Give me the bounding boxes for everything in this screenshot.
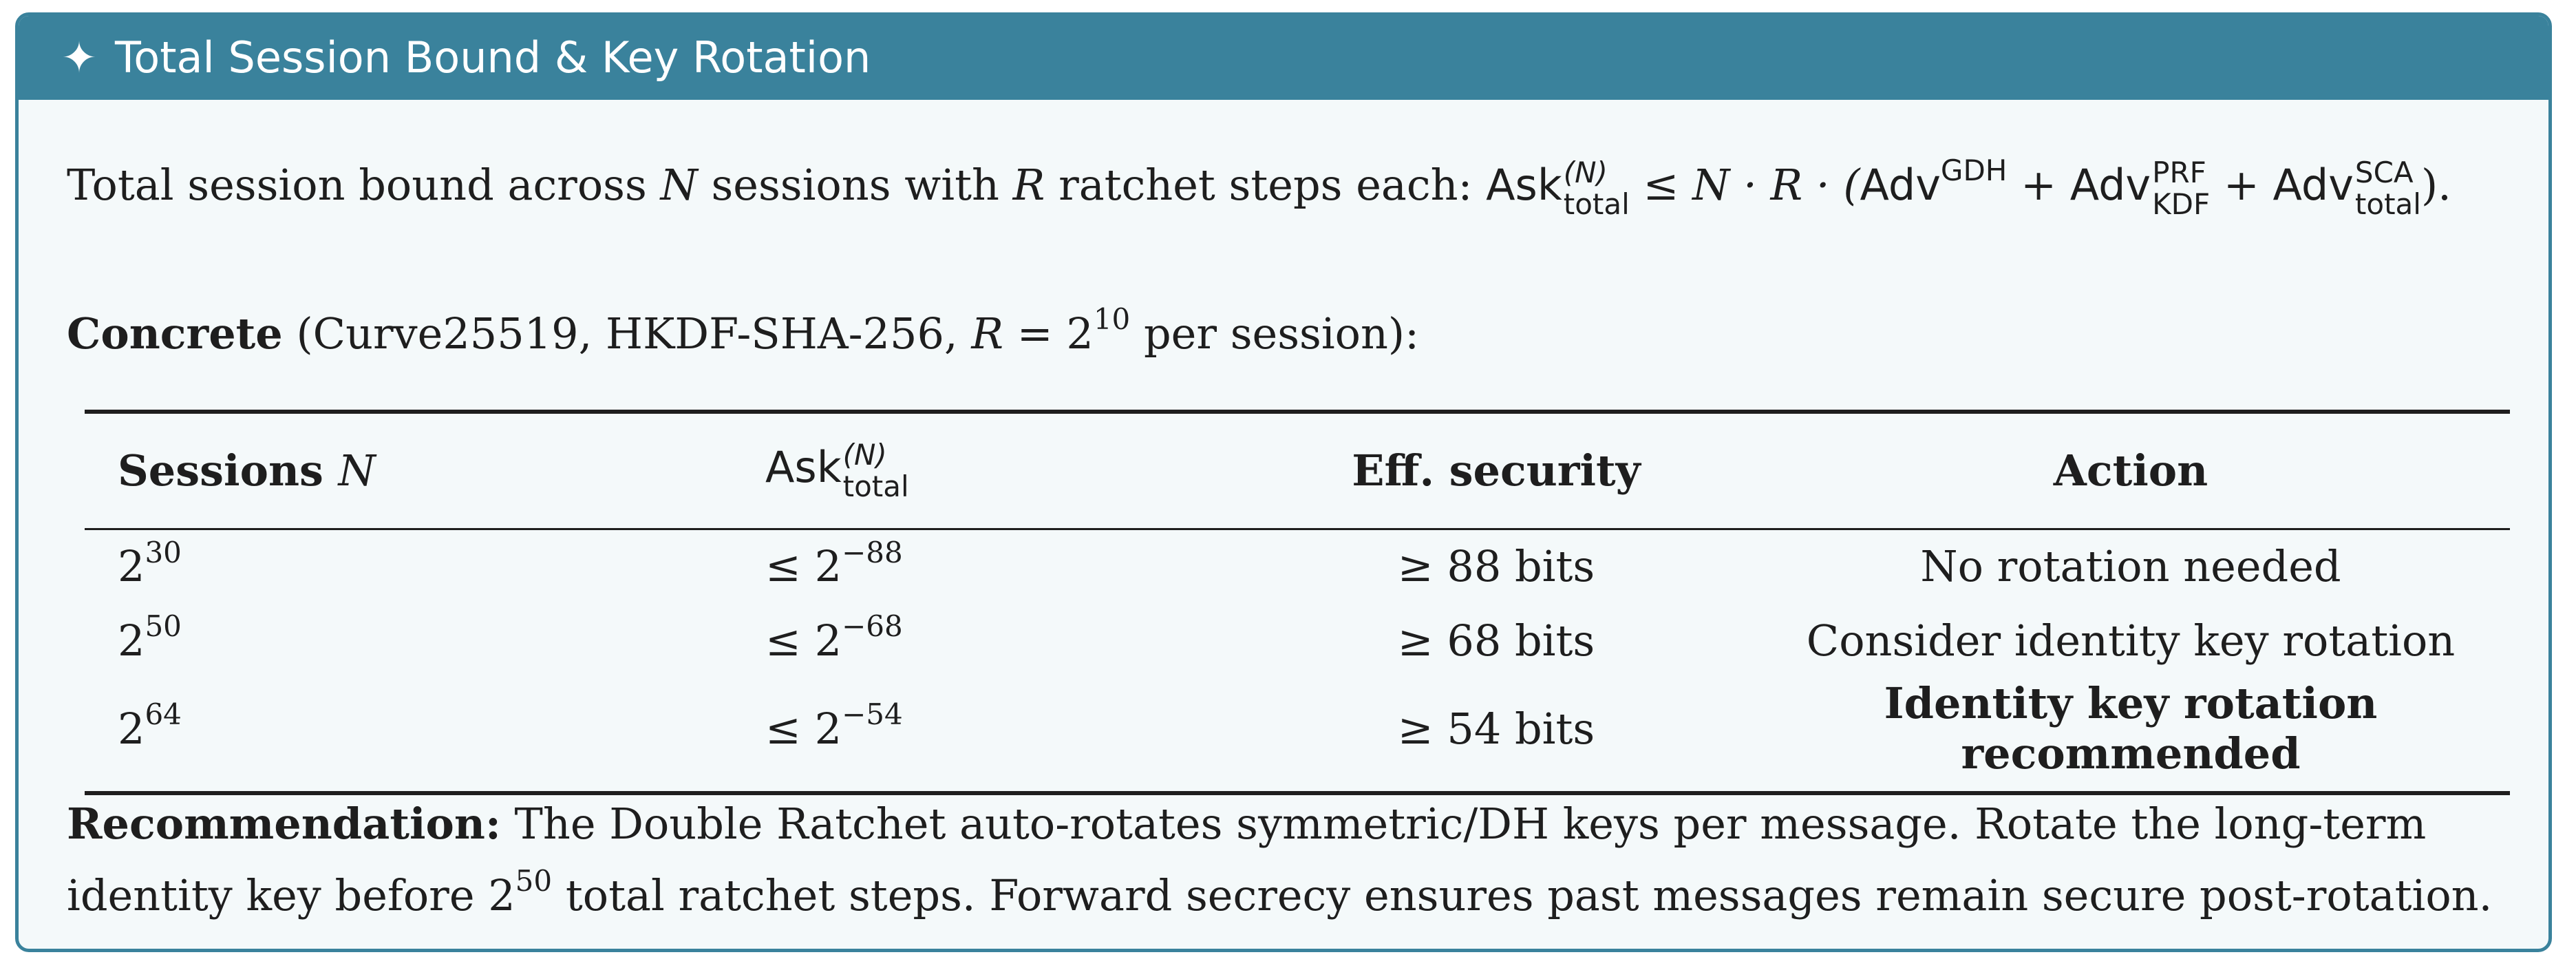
box-header: [19, 16, 2548, 100]
cell-sessions: $2^{50}$: [118, 609, 182, 666]
table-row: [85, 603, 2510, 677]
intro-paragraph: Total session bound across N sessions with R ratchet steps each: Ask (N) total ≤ N · R · (Adv$^{GDH}$ + Adv PRF KDF + Adv SCA total ).: [67, 154, 2451, 221]
cell-bound: ≤ $2^{-54}$: [765, 697, 903, 754]
info-box: [15, 12, 2552, 952]
header-action: Action: [2053, 445, 2208, 496]
cell-sessions: $2^{64}$: [118, 697, 182, 754]
table-row: [85, 529, 2510, 603]
concrete-line: Concrete (Curve25519, HKDF-SHA-256, $R = 2^{10}$ per session):: [67, 302, 1420, 359]
recommendation-paragraph: Recommendation: The Double Ratchet auto-rotates symmetric/DH keys per message. Rotate the long-term identity key before $2^{50}$ total ratchet steps. Forward secrecy ensures past messages remain secure post-rotation.: [67, 799, 2493, 920]
cell-security: ≥ 54 bits: [1397, 703, 1595, 754]
ask-total-symbol: Ask: [1486, 160, 1562, 210]
header-sessions: Sessions N: [118, 445, 376, 496]
four-point-star-icon: ✦: [61, 32, 97, 83]
table-row: [85, 677, 2510, 793]
cell-sessions: $2^{30}$: [118, 535, 182, 592]
cell-security: ≥ 88 bits: [1397, 541, 1595, 592]
table-header-row: [85, 412, 2510, 529]
recommendation-label: Recommendation:: [67, 799, 501, 849]
cell-bound: ≤ $2^{-88}$: [765, 535, 903, 592]
cell-security: ≥ 68 bits: [1397, 615, 1595, 666]
header-ask: Ask (N) total: [765, 437, 909, 503]
header-security: Eff. security: [1352, 445, 1641, 496]
cell-action: Consider identity key rotation: [1806, 615, 2456, 666]
cell-action: Identity key rotation recommended: [1884, 678, 2378, 779]
concrete-label: Concrete: [67, 308, 283, 359]
session-bound-table: [85, 410, 2510, 795]
cell-action: No rotation needed: [1920, 541, 2341, 592]
box-title: Total Session Bound & Key Rotation: [114, 32, 871, 83]
cell-bound: ≤ $2^{-68}$: [765, 609, 903, 666]
